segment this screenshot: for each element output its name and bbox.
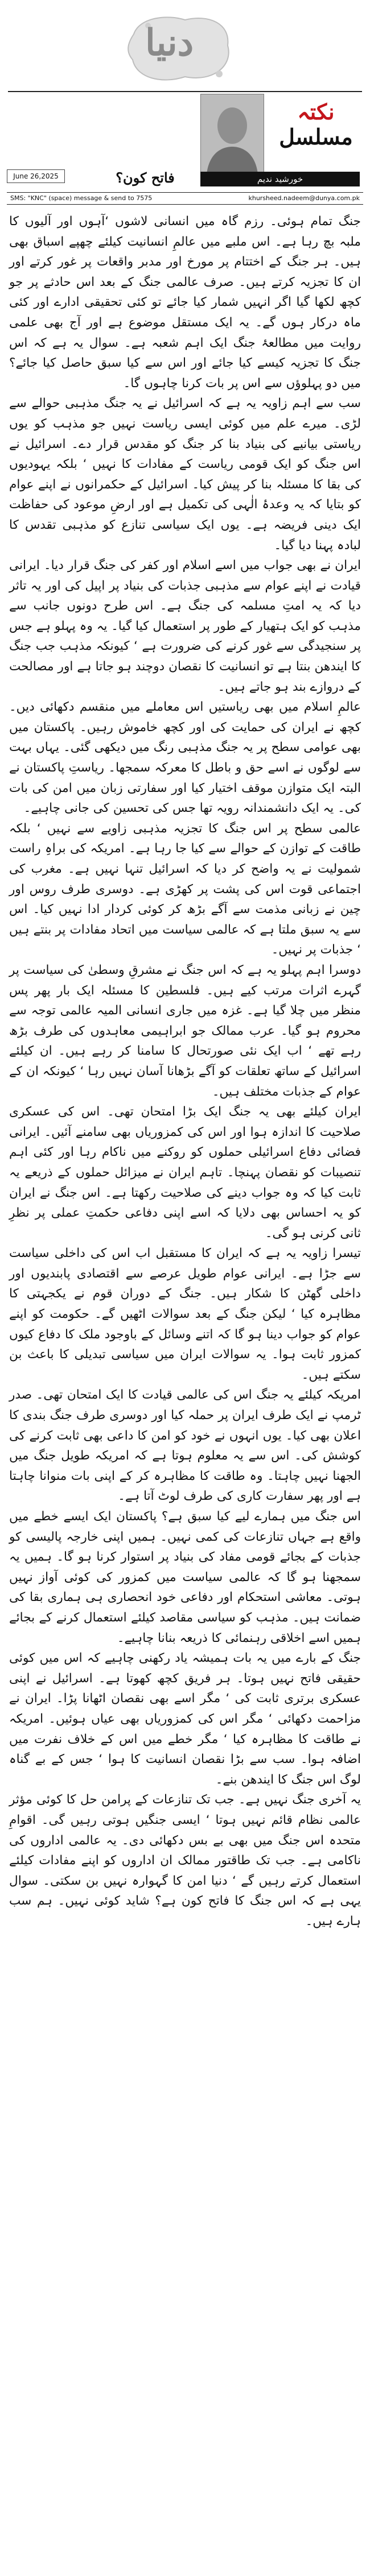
article-paragraph: جنگ تمام ہوئی۔ رزم گاہ میں انسانی لاشوں ‘آہوں اور آلیوں کا ملبہ بچ رہا ہے۔ اس ملبے میں عالمِ انسانیت کیلئے چھپے اسباق بھی ہیں۔ ہر جنگ کے اختتام پر مورخ اور مدبر واقعات پر غور کرتے اور ان کا تجزیہ کرتے ہیں۔ صرف عالمی جنگ کے بعد اس حادثے پر جو کچھ لکھا گیا اگر انہیں شمار کیا جائے تو کئی تحقیقی ادارے اور کئی ماہ درکار ہوں گے۔ یہ ایک مستقل موضوع ہے اور آج بھی علمی روایت میں مطالعۂ جنگ ایک اہم شعبہ ہے۔ سوال یہ ہے کہ اس جنگ کا تجزیہ کیسے کیا جائے اور اس سے کیا سبق حاصل کیا جائے؟ میں دو پہلوؤں سے اس پر بات کرنا چاہوں گا۔: [9, 214, 361, 391]
article-paragraph: ایران نے بھی جواب میں اسے اسلام اور کفر کی جنگ قرار دیا۔ ایرانی قیادت نے اپنے عوام سے مذہبی جذبات کی بنیاد پر اپیل کی اور یہ تاثر دیا کہ یہ امتِ مسلمہ کی جنگ ہے۔ اس طرح دونوں جانب سے مذہب کو ایک ہتھیار کے طور پر استعمال کیا گیا۔ یہ وہ پہلو ہے جس پر سنجیدگی سے غور کرنے کی ضرورت ہے ‘ کیونکہ مذہب جب جنگ کا ایندھن بنتا ہے تو انسانیت کا نقصان دوچند ہو جاتا ہے اور مصالحت کے دروازے بند ہو جاتے ہیں۔: [9, 558, 361, 694]
author-name: خورشید ندیم: [200, 172, 360, 186]
header-top-rule: [8, 91, 362, 92]
contact-bar: [7, 192, 363, 205]
author-photo-silhouette: [201, 94, 264, 174]
article-paragraph: جنگ کے بارے میں یہ بات ہمیشہ یاد رکھنی چاہیے کہ اس میں کوئی حقیقی فاتح نہیں ہوتا۔ ہر فریق کچھ کھوتا ہے۔ اسرائیل نے اپنی عسکری برتری ثابت کی ‘ مگر اسے بھی نقصان اٹھانا پڑا۔ ایران نے مزاحمت دکھائی ‘ مگر اس کی کمزوریاں بھی عیاں ہوئیں۔ امریکہ نے طاقت کا مظاہرہ کیا ‘ مگر خطے میں اس کے خلاف نفرت میں اضافہ ہوا۔ سب سے بڑا نقصان انسانیت کا ہوا ‘ جس کے بے گناہ لوگ اس جنگ کا ایندھن بنے۔: [9, 1651, 361, 1787]
column-title-red: نکتہ: [297, 99, 335, 125]
article-headline: فاتح کون؟: [116, 169, 175, 186]
article-paragraph: اس جنگ میں ہمارے لیے کیا سبق ہے؟ پاکستان ایک ایسے خطے میں واقع ہے جہاں تنازعات کی کمی نہیں۔ ہمیں اپنی خارجہ پالیسی کو جذبات کے بجائے قومی مفاد کی بنیاد پر استوار کرنا ہو گا۔ ہمیں یہ سمجھنا ہو گا کہ عالمی سیاست میں کمزور کی کوئی آواز نہیں ہوتی۔ معاشی استحکام اور دفاعی خود انحصاری ہی ہماری بقا کی ضمانت ہیں۔ مذہب کو سیاسی مقاصد کیلئے استعمال کرنے کے بجائے ہمیں اسے اخلاقی رہنمائی کا ذریعہ بنانا چاہیے۔: [9, 1509, 361, 1645]
article-paragraph: عالمی سطح پر اس جنگ کا تجزیہ مذہبی زاویے سے نہیں ‘ بلکہ طاقت کے توازن کے حوالے سے کیا جا رہا ہے۔ امریکہ کی براہِ راست شمولیت نے یہ واضح کر دیا کہ اسرائیل تنہا نہیں ہے۔ مغرب کی اجتماعی قوت اس کی پشت پر کھڑی ہے۔ دوسری طرف روس اور چین نے زبانی مذمت سے آگے بڑھ کر کوئی کردار ادا نہیں کیا۔ اس سے یہ سبق ملتا ہے کہ عالمی سیاست میں اتحاد مفادات پر بنتے ہیں ‘ جذبات پر نہیں۔: [9, 821, 361, 957]
author-email[interactable]: khursheed.nadeem@dunya.com.pk: [248, 194, 360, 202]
publish-date: June 26,2025: [7, 169, 65, 183]
logo-wordmark: دنیا: [145, 22, 194, 64]
article-paragraph: عالمِ اسلام میں بھی ریاستیں اس معاملے میں منقسم دکھائی دیں۔ کچھ نے ایران کی حمایت کی اور کچھ خاموش رہیں۔ پاکستان میں بھی عوامی سطح پر یہ جنگ مذہبی رنگ میں دیکھی گئی۔ یہاں بہت سے لوگوں نے اسے حق و باطل کا معرکہ سمجھا۔ ریاستِ پاکستان نے البتہ ایک متوازن موقف اختیار کیا اور سفارتی زبان میں امن کی بات کی۔ یہ ایک دانشمندانہ رویہ تھا جس کی تحسین کی جانی چاہیے۔: [9, 700, 361, 816]
article-paragraph: دوسرا اہم پہلو یہ ہے کہ اس جنگ نے مشرقِ وسطیٰ کی سیاست پر گہرے اثرات مرتب کیے ہیں۔ فلسطین کا مسئلہ ایک بار پھر پس منظر میں چلا گیا ہے۔ غزہ میں جاری انسانی المیہ عالمی توجہ سے محروم ہو گیا۔ عرب ممالک جو ابراہیمی معاہدوں کی طرف بڑھ رہے تھے ‘ اب ایک نئی صورتحال کا سامنا کر رہے ہیں۔ ان کیلئے اسرائیل کے ساتھ تعلقات کو آگے بڑھانا آسان نہیں رہا ‘ کیونکہ ان کے عوام کے جذبات مختلف ہیں۔: [9, 963, 361, 1099]
masthead-logo: [122, 11, 236, 85]
article-body: [9, 211, 361, 1931]
sms-instructions: SMS: "KNC" (space) message & send to 7575: [10, 194, 153, 202]
article-paragraph: امریکہ کیلئے یہ جنگ اس کی عالمی قیادت کا ایک امتحان تھی۔ صدر ٹرمپ نے ایک طرف ایران پر حملہ کیا اور دوسری طرف جنگ بندی کا اعلان بھی کیا۔ یوں انہوں نے خود کو امن کا داعی بھی ثابت کرنے کی کوشش کی۔ اس سے یہ معلوم ہوتا ہے کہ امریکہ طویل جنگ میں الجھنا نہیں چاہتا۔ وہ طاقت کا مظاہرہ کر کے اپنی بات منوانا چاہتا ہے اور پھر سفارت کاری کی طرف لوٹ آتا ہے۔: [9, 1388, 361, 1504]
article-paragraph: سب سے اہم زاویہ یہ ہے کہ اسرائیل نے یہ جنگ مذہبی حوالے سے لڑی۔ میرے علم میں کوئی ایسی ریاست نہیں جو مذہب کو یوں ریاستی بیانیے کی بنیاد بنا کر جنگ کو مقدس قرار دے۔ اسرائیل نے اس جنگ کو ایک قومی ریاست کے مفادات کا نہیں ‘ بلکہ یہودیوں کی بقا کا مسئلہ بنا کر پیش کیا۔ اسرائیل کے حکمرانوں نے اپنے عوام کو بتایا کہ یہ وعدۂ الٰہی کی تکمیل ہے اور ارضِ موعود کی حفاظت ایک دینی فریضہ ہے۔ یوں ایک سیاسی تنازع کو مذہبی تقدس کا لبادہ پہنا دیا گیا۔: [9, 396, 361, 553]
author-photo: [200, 94, 264, 175]
article-paragraph: ایران کیلئے بھی یہ جنگ ایک بڑا امتحان تھی۔ اس کی عسکری صلاحیت کا اندازہ ہوا اور اس کی کمزوریاں بھی سامنے آئیں۔ ایرانی فضائی دفاع اسرائیلی حملوں کو روکنے میں ناکام رہا اور کئی اہم تنصیبات کو نقصان پہنچا۔ تاہم ایران نے میزائل حملوں کے ذریعے یہ ثابت کیا کہ وہ جواب دینے کی صلاحیت رکھتا ہے۔ اس جنگ نے ایران کو یہ احساس بھی دلایا کہ اسے اپنی دفاعی حکمتِ عملی پر نظرِ ثانی کرنی ہو گی۔: [9, 1105, 361, 1241]
article-paragraph: یہ آخری جنگ نہیں ہے۔ جب تک تنازعات کے پرامن حل کا کوئی مؤثر عالمی نظام قائم نہیں ہوتا ‘ ایسی جنگیں ہوتی رہیں گی۔ اقوامِ متحدہ اس جنگ میں بھی بے بس دکھائی دی۔ یہ عالمی اداروں کی ناکامی ہے۔ جب تک طاقتور ممالک ان اداروں کو اپنے مفادات کیلئے استعمال کرتے رہیں گے ‘ دنیا امن کا گہوارہ نہیں بن سکتی۔ سوال یہی ہے کہ اس جنگ کا فاتح کون ہے؟ شاید کوئی نہیں۔ ہم سب ہارے ہیں۔: [9, 1793, 361, 1928]
article-paragraph: تیسرا زاویہ یہ ہے کہ ایران کا مستقبل اب اس کی داخلی سیاست سے جڑا ہے۔ ایرانی عوام طویل عرصے سے اقتصادی پابندیوں اور داخلی گھٹن کا شکار ہیں۔ جنگ کے دوران قوم نے یکجہتی کا مظاہرہ کیا ‘ لیکن جنگ کے بعد سوالات اٹھیں گے۔ حکومت کو اپنے عوام کو جواب دینا ہو گا کہ اتنے وسائل کے باوجود ملک کا دفاع کیوں کمزور ثابت ہوا۔ یہ سوالات ایران میں سیاسی تبدیلی کا باعث بن سکتے ہیں۔: [9, 1246, 361, 1382]
column-title: [273, 99, 359, 150]
column-title-black: مسلسل: [279, 124, 353, 150]
